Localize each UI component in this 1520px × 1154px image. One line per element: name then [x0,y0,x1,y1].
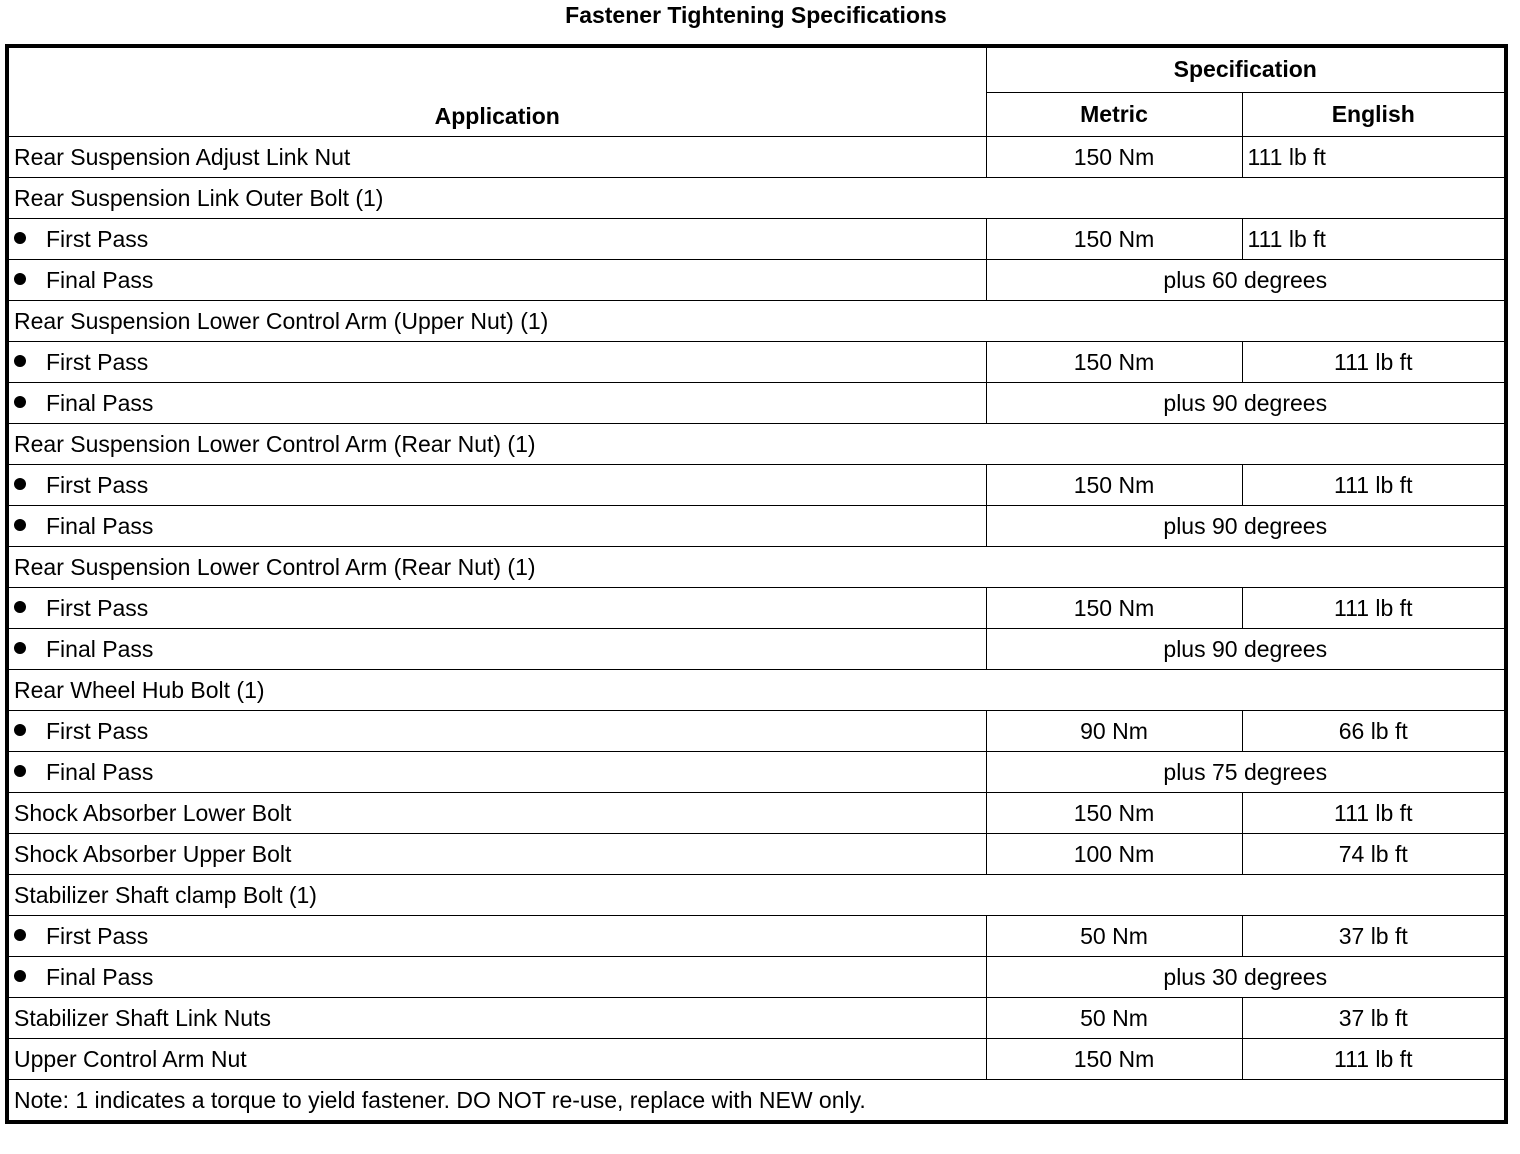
metric-cell: 150 Nm [986,342,1242,383]
spec-row [7,834,1506,875]
angle-spec-cell: plus 30 degrees [986,957,1506,998]
sub-application-label: Final Pass [46,389,154,416]
metric-cell: 150 Nm [986,793,1242,834]
sub-application-label: First Pass [46,471,149,498]
sub-application-cell [7,752,986,793]
sub-application-cell [7,219,986,260]
bullet-icon [14,642,26,654]
metric-cell: 50 Nm [986,998,1242,1039]
bullet-icon [14,355,26,367]
metric-header: Metric [986,92,1242,136]
sub-spec-row [7,506,1506,547]
english-cell: 111 lb ft [1242,1039,1506,1080]
sub-spec-row [7,916,1506,957]
application-cell: Stabilizer Shaft Link Nuts [7,998,986,1039]
english-cell: 111 lb ft [1242,137,1506,178]
section-row [7,178,1506,219]
note-row [7,1080,1506,1123]
sub-application-label: Final Pass [46,512,154,539]
sub-spec-row [7,342,1506,383]
metric-cell: 150 Nm [986,137,1242,178]
sub-application-cell [7,588,986,629]
english-cell: 111 lb ft [1242,793,1506,834]
english-cell: 37 lb ft [1242,998,1506,1039]
english-cell: 111 lb ft [1242,588,1506,629]
sub-spec-row [7,260,1506,301]
sub-application-cell [7,260,986,301]
sub-application-cell [7,383,986,424]
english-cell: 111 lb ft [1242,342,1506,383]
sub-application-label: First Pass [46,348,149,375]
section-row [7,424,1506,465]
sub-spec-row [7,383,1506,424]
metric-cell: 90 Nm [986,711,1242,752]
sub-application-cell [7,711,986,752]
footnote: Note: 1 indicates a torque to yield fastener. DO NOT re-use, replace with NEW only. [7,1080,1506,1123]
sub-spec-row [7,465,1506,506]
angle-spec-cell: plus 90 degrees [986,629,1506,670]
sub-application-label: First Pass [46,922,149,949]
english-cell: 37 lb ft [1242,916,1506,957]
application-cell: Upper Control Arm Nut [7,1039,986,1080]
angle-spec-cell: plus 75 degrees [986,752,1506,793]
sub-spec-row [7,588,1506,629]
angle-spec-cell: plus 90 degrees [986,383,1506,424]
bullet-icon [14,601,26,613]
section-application-cell: Rear Suspension Lower Control Arm (Rear Nut) (1) [7,424,1506,465]
spec-row [7,998,1506,1039]
section-row [7,301,1506,342]
bullet-icon [14,396,26,408]
sub-application-cell [7,629,986,670]
sub-application-label: Final Pass [46,963,154,990]
specification-header: Specification [986,46,1506,92]
sub-spec-row [7,957,1506,998]
application-cell: Shock Absorber Lower Bolt [7,793,986,834]
section-row [7,547,1506,588]
sub-application-label: Final Pass [46,635,154,662]
application-header: Application [7,46,986,137]
sub-application-cell [7,506,986,547]
sub-application-label: First Pass [46,594,149,621]
sub-application-cell [7,916,986,957]
sub-spec-row [7,752,1506,793]
bullet-icon [14,970,26,982]
angle-spec-cell: plus 60 degrees [986,260,1506,301]
sub-spec-row [7,219,1506,260]
sub-application-label: Final Pass [46,266,154,293]
header-row-top [7,46,1506,92]
english-cell: 66 lb ft [1242,711,1506,752]
bullet-icon [14,232,26,244]
fastener-spec-table [5,44,1508,1124]
sub-application-cell [7,342,986,383]
metric-cell: 50 Nm [986,916,1242,957]
application-cell: Shock Absorber Upper Bolt [7,834,986,875]
sub-application-cell [7,957,986,998]
english-header: English [1242,92,1506,136]
bullet-icon [14,519,26,531]
metric-cell: 100 Nm [986,834,1242,875]
metric-cell: 150 Nm [986,465,1242,506]
section-application-cell: Stabilizer Shaft clamp Bolt (1) [7,875,1506,916]
sub-spec-row [7,711,1506,752]
section-application-cell: Rear Suspension Lower Control Arm (Rear Nut) (1) [7,547,1506,588]
metric-cell: 150 Nm [986,219,1242,260]
sub-application-label: First Pass [46,717,149,744]
english-cell: 111 lb ft [1242,219,1506,260]
metric-cell: 150 Nm [986,1039,1242,1080]
sub-application-label: First Pass [46,225,149,252]
metric-cell: 150 Nm [986,588,1242,629]
section-application-cell: Rear Suspension Lower Control Arm (Upper Nut) (1) [7,301,1506,342]
bullet-icon [14,724,26,736]
section-application-cell: Rear Suspension Link Outer Bolt (1) [7,178,1506,219]
section-row [7,875,1506,916]
english-cell: 111 lb ft [1242,465,1506,506]
section-application-cell: Rear Wheel Hub Bolt (1) [7,670,1506,711]
english-cell: 74 lb ft [1242,834,1506,875]
document-title: Fastener Tightening Specifications [565,2,947,28]
section-row [7,670,1506,711]
sub-application-cell [7,465,986,506]
sub-application-label: Final Pass [46,758,154,785]
spec-row [7,137,1506,178]
spec-row [7,793,1506,834]
bullet-icon [14,273,26,285]
sub-spec-row [7,629,1506,670]
spec-row [7,1039,1506,1080]
angle-spec-cell: plus 90 degrees [986,506,1506,547]
bullet-icon [14,765,26,777]
application-cell: Rear Suspension Adjust Link Nut [7,137,986,178]
bullet-icon [14,929,26,941]
bullet-icon [14,478,26,490]
spec-table-body [7,137,1506,1080]
